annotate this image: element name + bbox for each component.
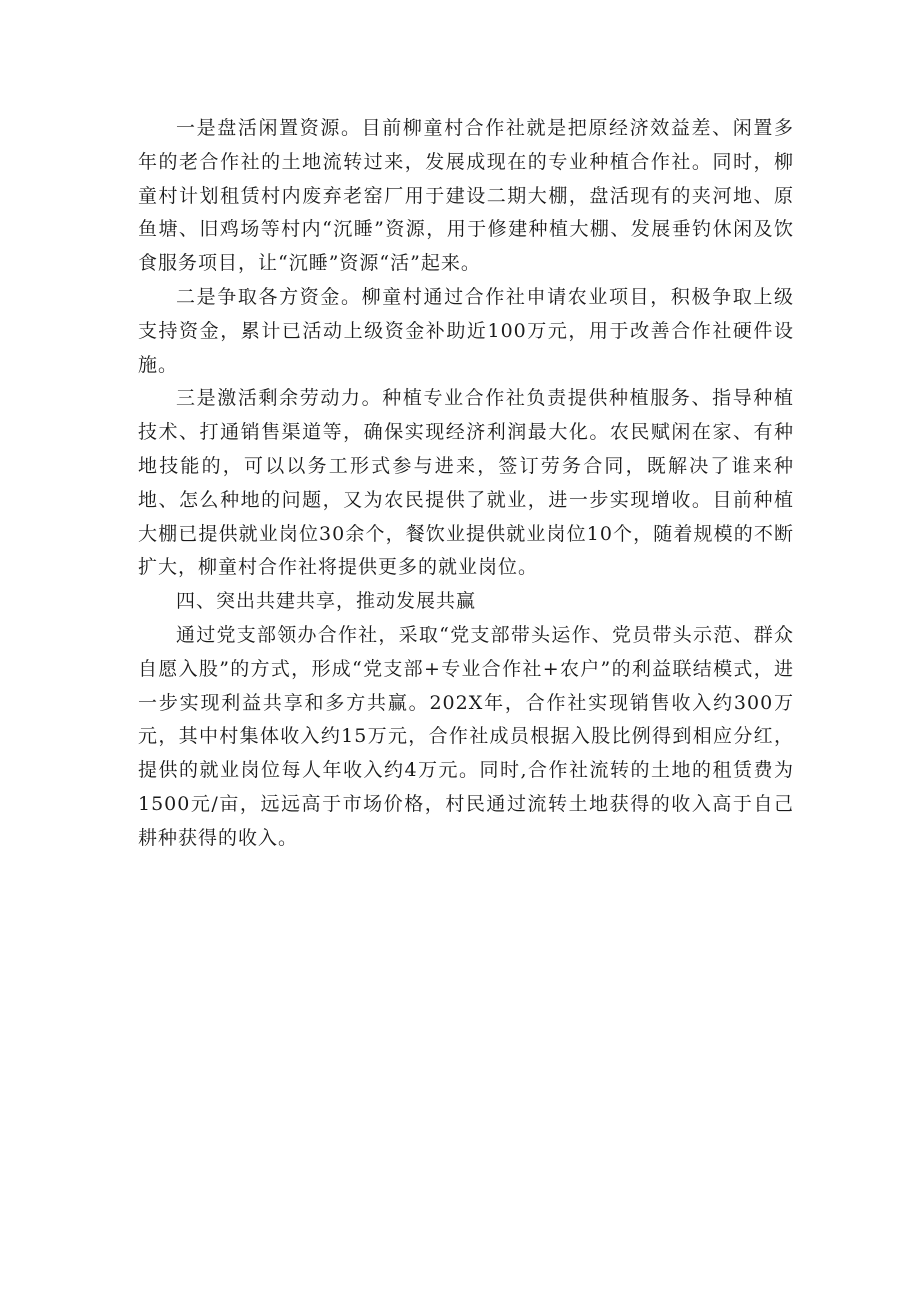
section-heading: 四、突出共建共享，推动发展共赢 — [176, 590, 477, 613]
paragraph-shared-benefits: 通过党支部领办合作社，采取“党支部带头运作、党员带头示范、群众自愿入股”的方式，形成“党支部+专业合作社+农户”的利益联结模式，进一步实现利益共享和多方共赢。202X年，合作社实现销售收入约300万元，其中村集体收入约15万元，合作社成员根据入股比例得到相应分红，提供的就业岗位每人年收入约4万元。同时,合作社流转的土地的租赁费为1500元/亩，远远高于市场价格，村民通过流转土地获得的收入高于自己耕种获得的收入。 — [138, 623, 794, 849]
paragraph-revitalize-idle-resources: 一是盘活闲置资源。目前柳童村合作社就是把原经济效益差、闲置多年的老合作社的土地流转过来，发展成现在的专业种植合作社。同时，柳童村计划租赁村内废弃老窑厂用于建设二期大棚，盘活现有的夹河地、原鱼塘、旧鸡场等村内“沉睡”资源，用于修建种植大棚、发展垂钓休闲及饮食服务项目，让“沉睡”资源“活”起来。 — [138, 117, 794, 275]
paragraph-activate-surplus-labor: 三是激活剩余劳动力。种植专业合作社负责提供种植服务、指导种植技术、打通销售渠道等，确保实现经济利润最大化。农民赋闲在家、有种地技能的，可以以务工形式参与进来，签订劳务合同，既解决了谁来种地、怎么种地的问题，又为农民提供了就业，进一步实现增收。目前种植大棚已提供就业岗位30余个，餐饮业提供就业岗位10个，随着规模的不断扩大，柳童村合作社将提供更多的就业岗位。 — [138, 387, 794, 579]
document-body — [138, 112, 794, 856]
paragraph-secure-funding: 二是争取各方资金。柳童村通过合作社申请农业项目，积极争取上级支持资金，累计已活动上级资金补助近100万元，用于改善合作社硬件设施。 — [138, 285, 794, 376]
